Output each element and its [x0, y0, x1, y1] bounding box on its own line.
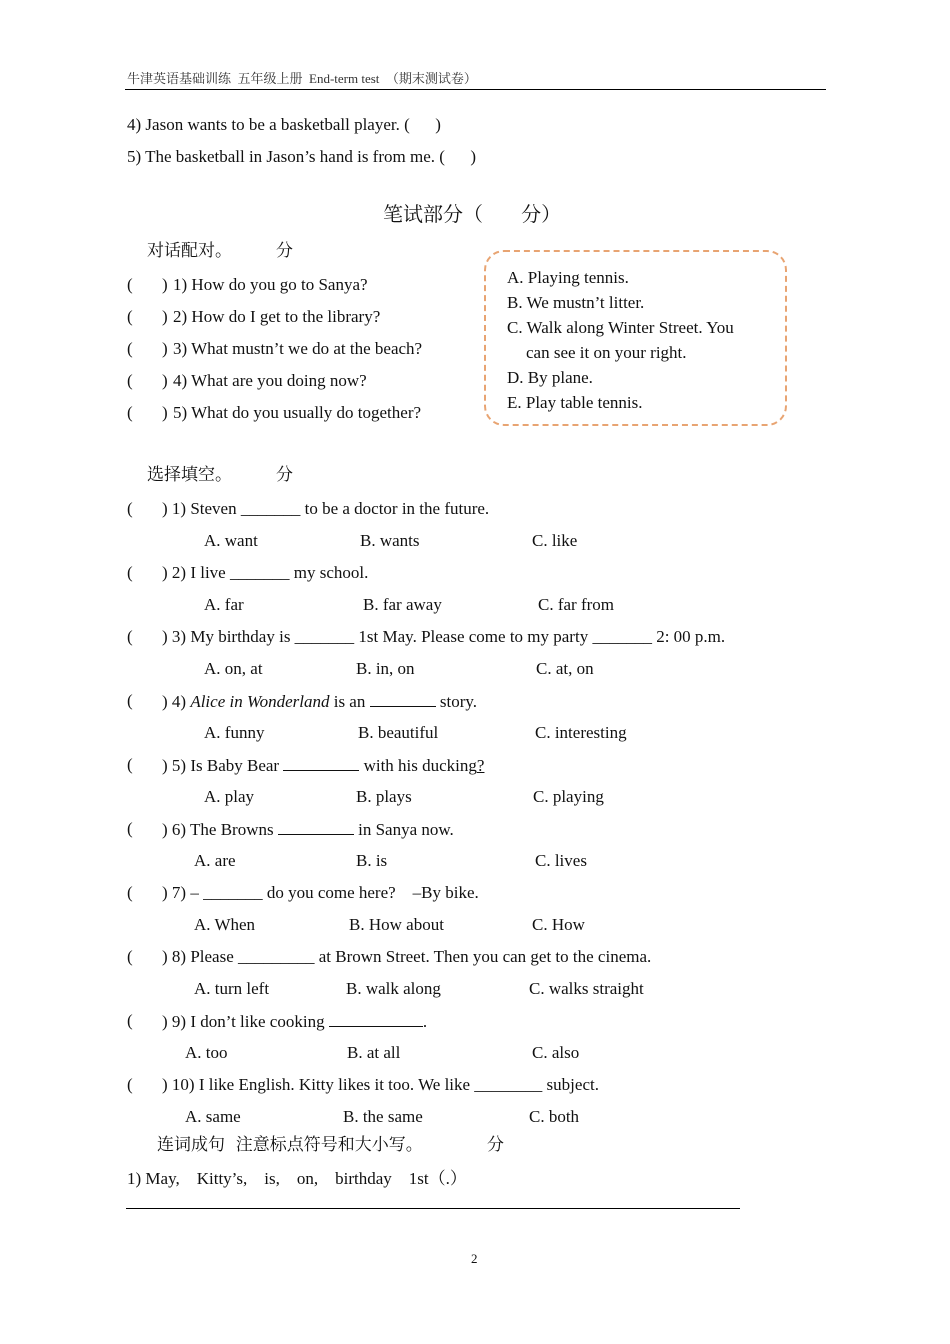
choice-q2: ) 2) I live _______ my school. [162, 563, 369, 582]
choice-q1-opt-c: C. like [532, 531, 578, 550]
choice-q4-pre: ) 4) [162, 692, 191, 711]
match-q1-rparen: ) [162, 275, 168, 294]
match-q5-paren: ( [127, 403, 133, 422]
choice-q1-paren: ( [127, 499, 133, 518]
match-q2-rparen: ) [162, 307, 168, 326]
match-q5-rparen: ) [162, 403, 168, 422]
choice-q9-post: . [422, 1012, 428, 1031]
choice-q9-paren: ( [127, 1011, 133, 1030]
section1-score: 分 [276, 241, 293, 261]
choice-q4-italic: Alice in Wonderland [190, 692, 330, 711]
match-q4-rparen: ) [162, 371, 168, 390]
choice-q2-opt-a: A. far [204, 595, 244, 614]
choice-q5-post: with his ducking [359, 756, 477, 775]
choice-q4-post: story. [435, 692, 478, 711]
choice-q6-blank [278, 820, 354, 835]
choice-q9-blank [329, 1012, 423, 1027]
choice-q4-mid: is an [329, 692, 370, 711]
page-number: 2 [471, 1251, 478, 1266]
option-e: E. Play table tennis. [507, 393, 643, 412]
section3-heading: 连词成句 注意标点符号和大小写。 [157, 1135, 423, 1155]
choice-q9-opt-a: A. too [185, 1043, 228, 1062]
match-q3-rparen: ) [162, 339, 168, 358]
choice-q10-opt-a: A. same [185, 1107, 241, 1126]
choice-q2-opt-b: B. far away [363, 595, 442, 614]
choice-q6-opt-b: B. is [356, 851, 388, 870]
choice-q6-opt-c: C. lives [535, 851, 587, 870]
choice-q4-opt-a: A. funny [204, 723, 265, 742]
match-q3-paren: ( [127, 339, 133, 358]
choice-q3-opt-a: A. on, at [204, 659, 263, 678]
choice-q7-paren: ( [127, 883, 133, 902]
choice-q4-opt-b: B. beautiful [358, 723, 439, 742]
choice-q7-opt-c: C. How [532, 915, 585, 934]
option-c-cont: can see it on your right. [526, 343, 687, 362]
match-q2: 2) How do I get to the library? [173, 307, 381, 326]
choice-q9-pre: ) 9) I don’t like cooking [162, 1012, 329, 1031]
reorder-q1: 1) May, Kitty’s, is, on, birthday 1st（.） [127, 1169, 467, 1188]
match-q1: 1) How do you go to Sanya? [173, 275, 368, 294]
choice-q7: ) 7) – _______ do you come here? –By bike. [162, 883, 479, 902]
page-title: 笔试部分（ 分） [383, 202, 562, 226]
choice-q8-paren: ( [127, 947, 133, 966]
choice-q6-opt-a: A. are [194, 851, 236, 870]
choice-q3: ) 3) My birthday is _______ 1st May. Please come to my party _______ 2: 00 p.m. [162, 627, 726, 646]
choice-q8-opt-a: A. turn left [194, 979, 270, 998]
choice-q10-opt-b: B. the same [343, 1107, 423, 1126]
choice-q7-opt-a: A. When [194, 915, 256, 934]
match-q2-paren: ( [127, 307, 133, 326]
choice-q3-opt-b: B. in, on [356, 659, 415, 678]
choice-q4 [162, 692, 477, 710]
match-q3: 3) What mustn’t we do at the beach? [173, 339, 423, 358]
match-q5: 5) What do you usually do together? [173, 403, 422, 422]
section3-score: 分 [487, 1135, 504, 1155]
option-b: B. We mustn’t litter. [507, 293, 645, 312]
option-a: A. Playing tennis. [507, 268, 629, 287]
choice-q6-pre: ) 6) The Browns [162, 820, 278, 839]
choice-q1: ) 1) Steven _______ to be a doctor in the future. [162, 499, 490, 518]
choice-q6-paren: ( [127, 819, 133, 838]
choice-q7-opt-b: B. How about [349, 915, 444, 934]
choice-q2-opt-c: C. far from [538, 595, 615, 614]
choice-q10: ) 10) I like English. Kitty likes it too. We like ________ subject. [162, 1075, 599, 1094]
answer-line[interactable] [126, 1208, 740, 1209]
choice-q5 [162, 756, 484, 774]
option-d: D. By plane. [507, 368, 593, 387]
match-q4-paren: ( [127, 371, 133, 390]
choice-q4-blank [370, 692, 436, 707]
choice-q5-opt-c: C. playing [533, 787, 604, 806]
choice-q8-opt-b: B. walk along [346, 979, 441, 998]
choice-q6-post: in Sanya now. [353, 820, 454, 839]
choice-q5-qmark: ? [476, 756, 485, 775]
choice-q8: ) 8) Please _________ at Brown Street. Then you can get to the cinema. [162, 947, 652, 966]
choice-q5-paren: ( [127, 755, 133, 774]
listening-q5: 5) The basketball in Jason’s hand is from me. ( ) [127, 147, 477, 166]
match-q1-paren: ( [127, 275, 133, 294]
section2-heading: 选择填空。 [147, 465, 232, 485]
option-c: C. Walk along Winter Street. You [507, 318, 734, 337]
choice-q10-opt-c: C. both [529, 1107, 580, 1126]
choice-q5-opt-a: A. play [204, 787, 255, 806]
choice-q4-paren: ( [127, 691, 133, 710]
choice-q6 [162, 820, 454, 838]
choice-q5-pre: ) 5) Is Baby Bear [162, 756, 284, 775]
choice-q10-paren: ( [127, 1075, 133, 1094]
choice-q3-opt-c: C. at, on [536, 659, 594, 678]
choice-q3-paren: ( [127, 627, 133, 646]
page-header: 牛津英语基础训练 五年级上册 End-term test （期末测试卷） [127, 71, 477, 86]
choice-q9 [162, 1012, 427, 1030]
choice-q1-opt-b: B. wants [360, 531, 420, 550]
section1-heading: 对话配对。 [147, 241, 232, 261]
choice-q5-blank [283, 756, 359, 771]
choice-q4-opt-c: C. interesting [535, 723, 627, 742]
choice-q2-paren: ( [127, 563, 133, 582]
choice-q8-opt-c: C. walks straight [529, 979, 644, 998]
match-q4: 4) What are you doing now? [173, 371, 367, 390]
header-rule [125, 89, 826, 90]
section2-score: 分 [276, 465, 293, 485]
choice-q9-opt-c: C. also [532, 1043, 580, 1062]
choice-q5-opt-b: B. plays [356, 787, 412, 806]
choice-q9-opt-b: B. at all [347, 1043, 401, 1062]
choice-q1-opt-a: A. want [204, 531, 258, 550]
listening-q4: 4) Jason wants to be a basketball player. ( ) [127, 115, 441, 134]
